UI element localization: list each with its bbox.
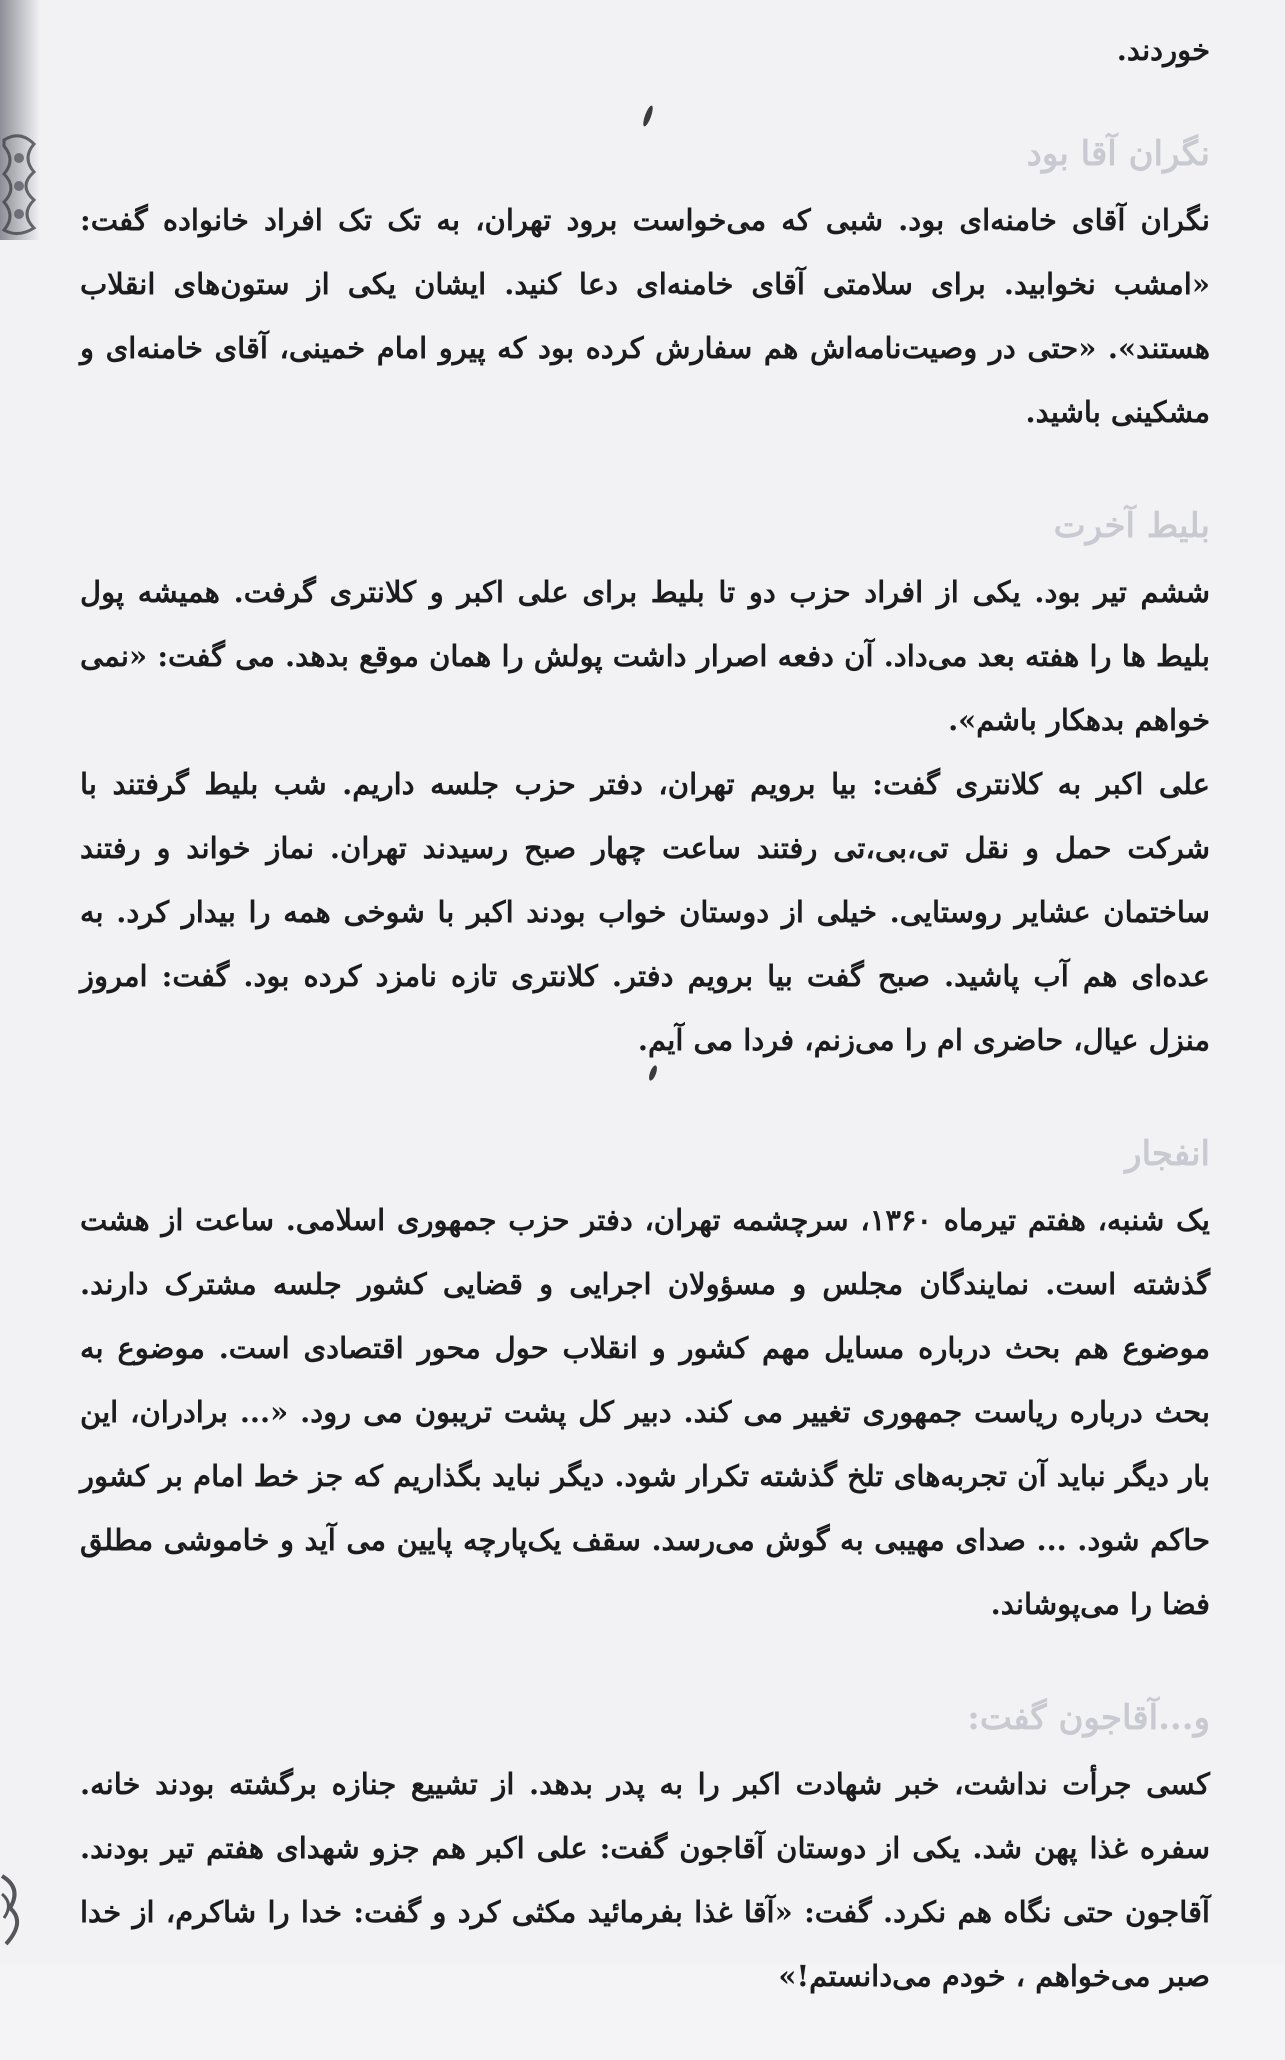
section-ticket xyxy=(80,496,1210,1072)
section-father-said xyxy=(80,1688,1210,2008)
paragraph: علی اکبر به کلانتری گفت: بیا برویم تهران، دفتر حزب جلسه داریم. شب بلیط گرفتند با شرکت حمل و نقل تی،بی،تی رفتند ساعت چهار صبح رسیدند تهران. نماز خواند و رفتند ساختمان عشایر روستایی. خیلی از دوستان خواب بودند اکبر با شوخی همه را بیدار کرد. به عده‌ای هم آب پاشید. صبح گفت بیا برویم دفتر. کلانتری تازه نامزد کرده بود. گفت: امروز منزل عیال، حاضری ام را می‌زنم، فردا می آیم. xyxy=(80,767,1210,1057)
paragraph: یک شنبه، هفتم تیرماه ۱۳۶۰، سرچشمه تهران، دفتر حزب جمهوری اسلامی. ساعت از هشت گذشته است. نمایندگان مجلس و مسؤولان اجرایی و قضایی کشور جلسه مشترک دارند. موضوع هم بحث درباره مسایل مهم کشور و انقلاب حول محور اقتصادی است. موضوع به بحث درباره ریاست جمهوری تغییر می کند. دبیر کل پشت تریبون می رود. «... برادران، این بار دیگر نباید آن تجربه‌های تلخ گذشته تکرار شود. دیگر نباید بگذاریم که جز خط امام بر کشور حاکم شود. ... صدای مهیبی به گوش می‌رسد. سقف یک‌پارچه پایین می آید و خاموشی مطلق فضا را می‌پوشاند. xyxy=(80,1203,1210,1621)
page-content xyxy=(80,18,1210,2060)
decorative-border-icon xyxy=(0,130,38,240)
section-heading: انفجار xyxy=(1125,1134,1210,1174)
paragraph: نگران آقای خامنه‌ای بود. شبی که می‌خواست برود تهران، به تک تک افراد خانواده گفت: «امشب نخوابید. برای سلامتی آقای خامنه‌ای دعا کنید. ایشان یکی از ستون‌های انقلاب هستند». «حتی در وصیت‌نامه‌اش هم سفارش کرده بود که پیرو امام خمینی، آقای خامنه‌ای و مشکینی باشید. xyxy=(80,203,1210,429)
opening-line: خوردند. xyxy=(1116,33,1210,67)
section-heading: بلیط آخرت xyxy=(1053,506,1210,546)
section-worried xyxy=(80,124,1210,444)
paragraph: کسی جرأت نداشت، خبر شهادت اکبر را به پدر بدهد. از تشییع جنازه برگشته بودند خانه. سفره غذا پهن شد. یکی از دوستان آقاجون گفت: علی اکبر هم جزو شهدای هفتم تیر بودند. آقاجون حتی نگاه هم نکرد. گفت: «آقا غذا بفرمائید مکثی کرد و گفت: خدا را شاکرم، از خدا صبر می‌خواهم ، خودم می‌دانستم!» xyxy=(80,1767,1210,1993)
decorative-corner-icon xyxy=(0,1870,30,1950)
section-heading: نگران آقا بود xyxy=(1026,134,1210,174)
section-explosion xyxy=(80,1124,1210,1636)
paragraph: ششم تیر بود. یکی از افراد حزب دو تا بلیط برای علی اکبر و کلانتری گرفت. همیشه پول بلیط ها را هفته بعد می‌داد. آن دفعه اصرار داشت پولش را همان موقع بدهد. می گفت: «نمی خواهم بدهکار باشم». xyxy=(80,575,1210,737)
section-heading: و...آقاجون گفت: xyxy=(967,1698,1210,1738)
